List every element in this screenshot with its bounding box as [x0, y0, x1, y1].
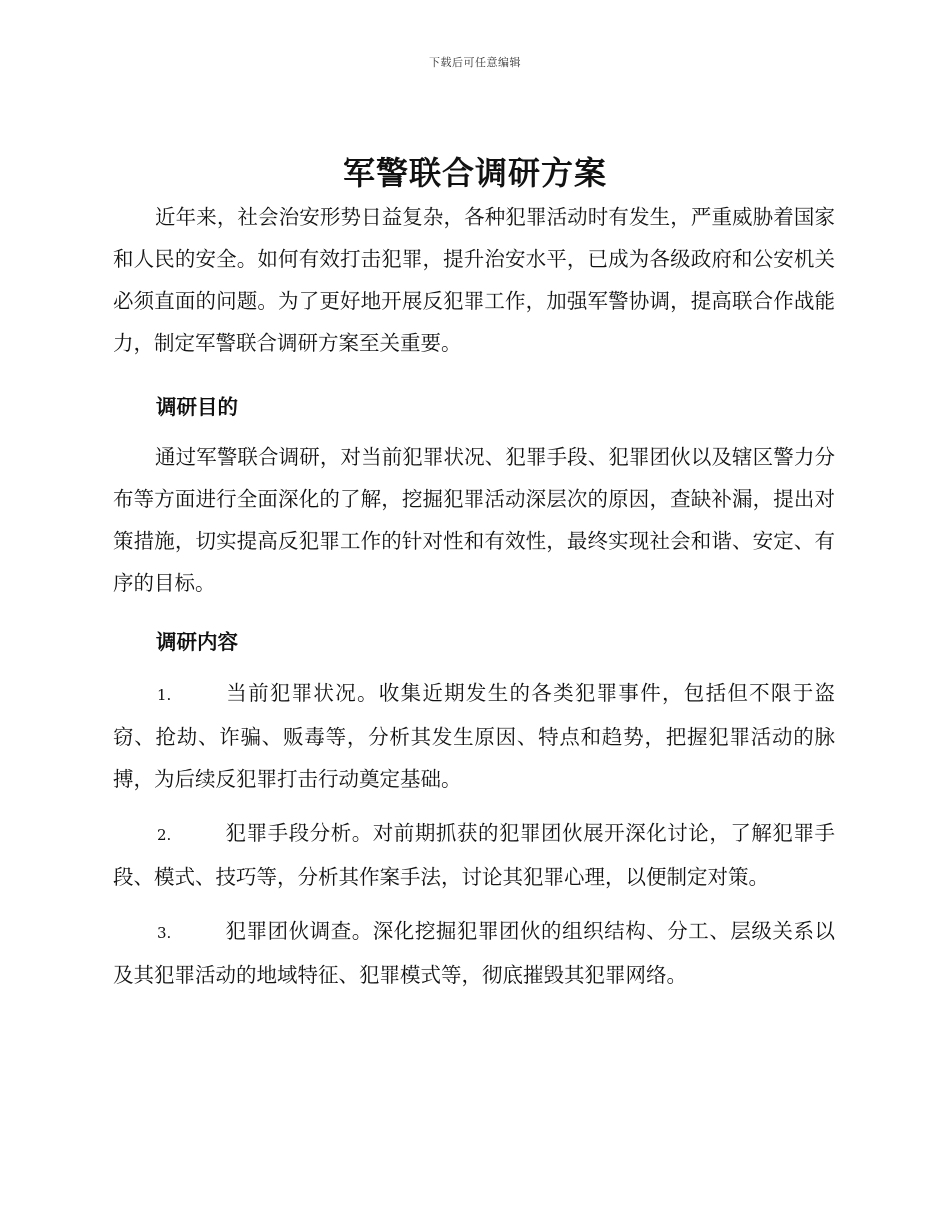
document-title: 军警联合调研方案 — [342, 154, 607, 192]
list-item-text: 犯罪手段分析。对前期抓获的犯罪团伙展开深化讨论，了解犯罪手段、模式、技巧等，分析其作案手法，讨论其犯罪心理，以便制定对策。 — [113, 821, 835, 889]
list-item-number: 3. — [157, 924, 172, 942]
intro-paragraph: 近年来，社会治安形势日益复杂，各种犯罪活动时有发生，严重威胁着国家和人民的安全。如何有效打击犯罪，提升治安水平，已成为各级政府和公安机关必须直面的问题。为了更好地开展反犯罪工作，加强军警协调，提高联合作战能力，制定军警联合调研方案至关重要。 — [113, 205, 835, 355]
purpose-paragraph: 通过军警联合调研，对当前犯罪状况、犯罪手段、犯罪团伙以及辖区警力分布等方面进行全面深化的了解，挖掘犯罪活动深层次的原因，查缺补漏，提出对策措施，切实提高反犯罪工作的针对性和有效性，最终实现社会和谐、安定、有序的目标。 — [113, 445, 835, 595]
section-heading-purpose: 调研目的 — [156, 395, 238, 419]
list-item-number: 2. — [157, 826, 172, 844]
section-heading-content: 调研内容 — [156, 630, 238, 654]
list-item-text: 当前犯罪状况。收集近期发生的各类犯罪事件，包括但不限于盗窃、抢劫、诈骗、贩毒等，分析其发生原因、特点和趋势，把握犯罪活动的脉搏，为后续反犯罪打击行动奠定基础。 — [113, 681, 835, 791]
list-item — [113, 812, 835, 898]
list-item — [113, 910, 835, 996]
list-item-number: 1. — [157, 686, 172, 704]
list-item-text: 犯罪团伙调查。深化挖掘犯罪团伙的组织结构、分工、层级关系以及其犯罪活动的地域特征、犯罪模式等，彻底摧毁其犯罪网络。 — [113, 919, 835, 987]
header-note: 下载后可任意编辑 — [429, 56, 521, 69]
list-item — [113, 672, 835, 800]
